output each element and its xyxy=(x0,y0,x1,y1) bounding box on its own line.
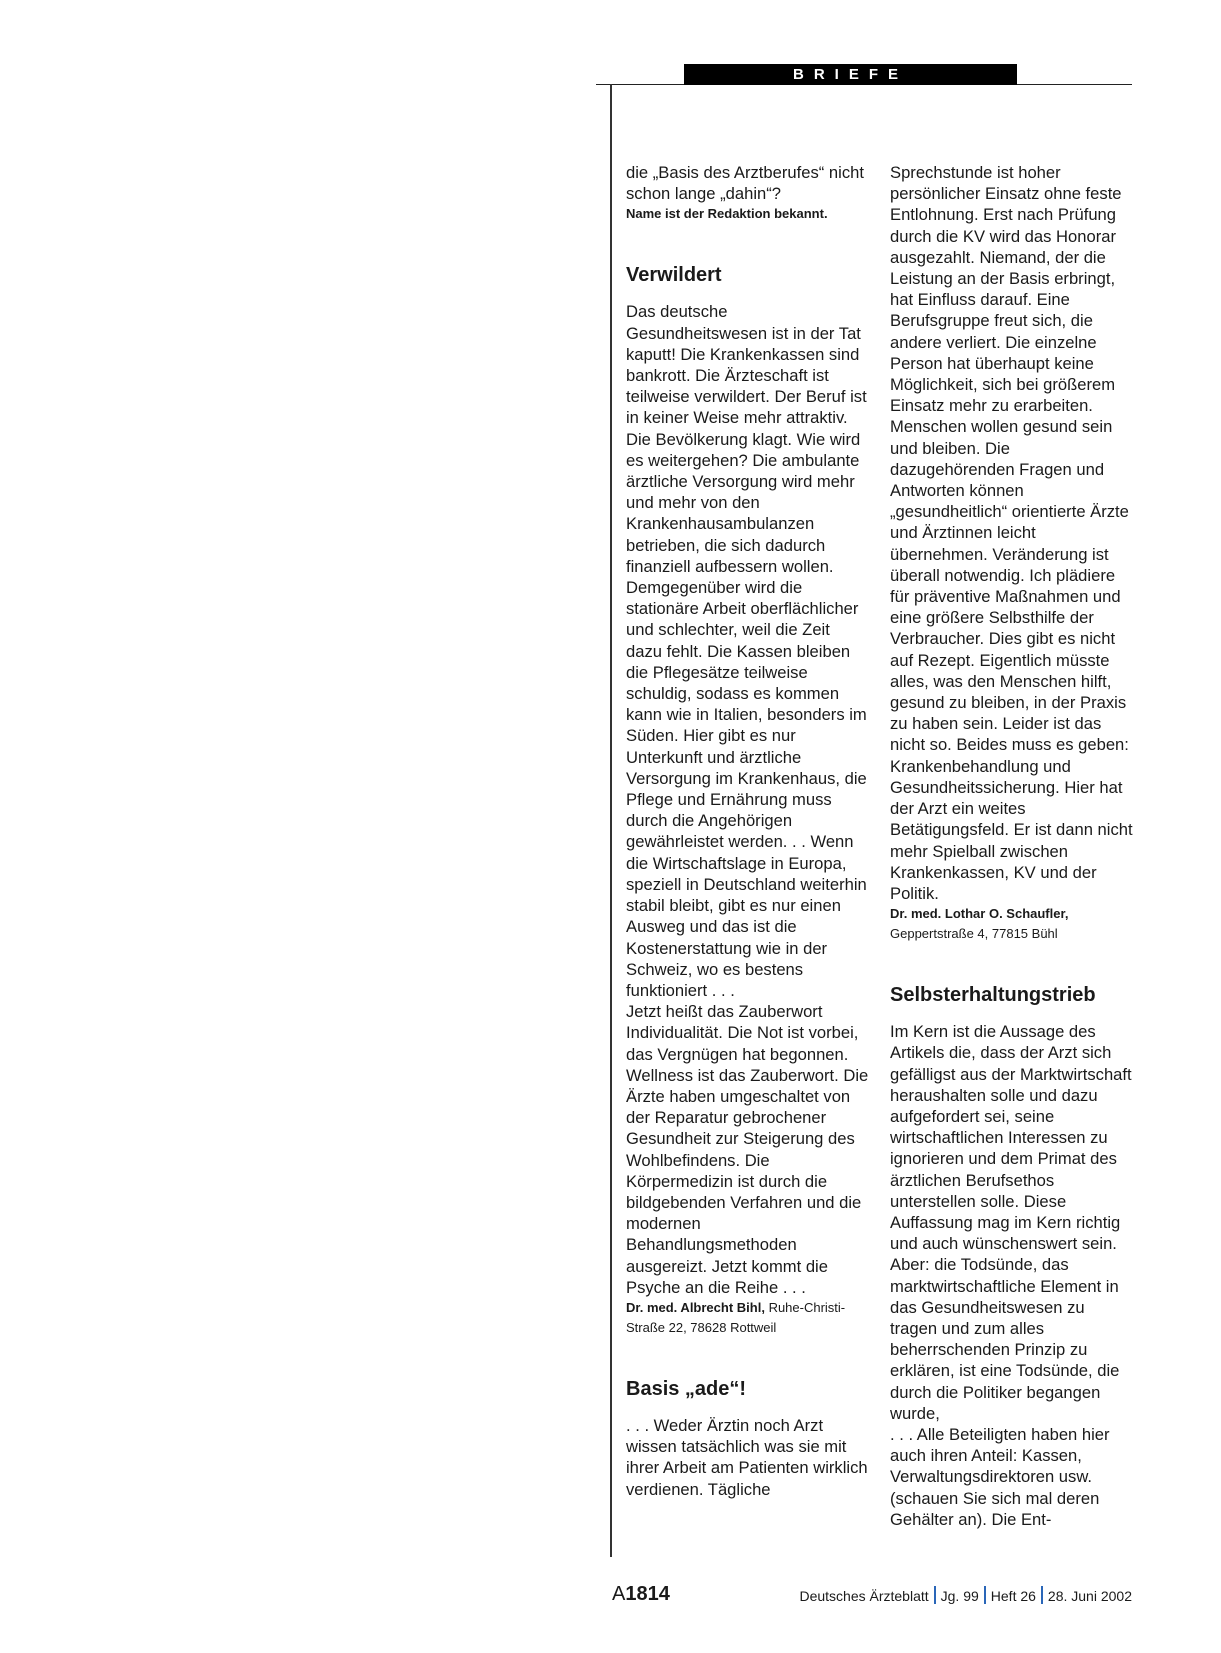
left-column xyxy=(626,162,870,1500)
journal-issue: Heft 26 xyxy=(990,1588,1036,1604)
page-footer xyxy=(612,1583,1132,1609)
selbst-paragraph-2: . . . Alle Beteiligten haben hier auch ihren Anteil: Kassen, Verwaltungsdirektoren usw. (schauen Sie sich mal deren Gehälter an). Die Ent- xyxy=(890,1424,1110,1529)
journal-name: Deutsches Ärzteblatt xyxy=(799,1588,929,1604)
journal-date: 28. Juni 2002 xyxy=(1047,1588,1132,1604)
verwildert-paragraph-2: Jetzt heißt das Zauberwort Individualität. Die Not ist vorbei, das Vergnügen hat begonnen. Wellness ist das Zauberwort. Die Ärzte haben umgeschaltet von der Reparatur gebrochener Gesundheit zur Steigerung des Wohlbefindens. Die Körpermedizin ist durch die bildgebenden Verfahren und die modernen Behandlungsmethoden ausgereizt. Jetzt kommt die Psyche an die Reihe . . . xyxy=(626,1002,869,1297)
right-column xyxy=(890,162,1134,1530)
heading-verwildert: Verwildert xyxy=(626,264,722,287)
verwildert-paragraph-1: Das deutsche Gesundheitswesen ist in der Tat kaputt! Die Krankenkassen sind bankrott. Die Ärzteschaft ist teilweise verwildert. Der Beruf ist in keiner Weise mehr attraktiv. Die Bevölkerung klagt. Wie wird es weitergehen? Die ambulante ärztliche Versorgung wird mehr und mehr von den Krankenhausambulanzen betrieben, die sich dadurch finanziell aufbessern wollen. Demgegenüber wird die stationäre Arbeit oberflächlicher und schlechter, weil die Zeit dazu fehlt. Die Kassen bleiben die Pflegesätze teilweise schuldig, sodass es kommen kann wie in Italien, besonders im Süden. Hier gibt es nur Unterkunft und ärztliche Versorgung im Krankenhaus, die Pflege und Ernährung muss durch die Angehörigen gewährleistet werden. . . Wenn die Wirtschaftslage in Europa, speziell in Deutschland weiterhin stabil bleibt, gibt es nur einen Ausweg und das ist die Kostenerstattung wie in der Schweiz, wo es bestens funktioniert . . . xyxy=(626,302,867,1000)
page-number: A1814 xyxy=(612,1583,670,1605)
selbst-paragraph-1: Im Kern ist die Aussage des Artikels die, dass der Arzt sich gefälligst aus der Marktwirtschaft heraushalten solle und dazu aufgefordert sei, seine wirtschaftlichen Interessen zu ignorieren und dem Primat des ärztlichen Berufsethos unterstellen solle. Diese Auffassung mag im Kern richtig und auch wünschenswert sein. Aber: die Todsünde, das marktwirtschaftliche Element in das Gesundheitswesen zu tragen und zum alles beherrschenden Prinzip zu erklären, ist eine Todsünde, die durch die Politiker begangen wurde, xyxy=(890,1022,1132,1423)
schaufler-signature: Dr. med. Lothar O. Schaufler, Geppertstraße 4, 77815 Bühl xyxy=(890,906,1069,942)
column-divider xyxy=(610,84,612,1557)
basis-paragraph: . . . Weder Ärztin noch Arzt wissen tatsächlich was sie mit ihrer Arbeit am Patienten wirklich verdienen. Tägliche xyxy=(626,1415,868,1499)
heading-basis-ade: Basis „ade“! xyxy=(626,1377,747,1400)
journal-info xyxy=(799,1586,1132,1604)
verwildert-signature: Dr. med. Albrecht Bihl, Ruhe-Christi-Straße 22, 78628 Rottweil xyxy=(626,1299,846,1335)
intro-signature: Name ist der Redaktion bekannt. xyxy=(626,206,828,222)
heading-selbsterhaltungstrieb: Selbsterhaltungstrieb xyxy=(890,984,1096,1007)
section-banner: BRIEFE xyxy=(684,64,1017,85)
journal-volume: Jg. 99 xyxy=(940,1588,979,1604)
continued-paragraph: Sprechstunde ist hoher persönlicher Einsatz ohne feste Entlohnung. Erst nach Prüfung durch die KV wird das Honorar ausgezahlt. Niemand, der die Leistung an der Basis erbringt, hat Einfluss darauf. Eine Berufsgruppe freut sich, die andere verliert. Die einzelne Person hat überhaupt keine Möglichkeit, sich bei größerem Einsatz mehr zu erarbeiten. Menschen wollen gesund sein und bleiben. Die dazugehörenden Fragen und Antworten können „gesundheitlich“ orientierte Ärzte und Ärztinnen leicht übernehmen. Veränderung ist überall notwendig. Ich plädiere für präventive Maßnahmen und eine größere Selbsthilfe der Verbraucher. Dies gibt es nicht auf Rezept. Eigentlich müsste alles, was den Menschen hilft, gesund zu bleiben, in der Praxis zu haben sein. Leider ist das nicht so. Beides muss es geben: Krankenbehandlung und Gesundheitssicherung. Hier hat der Arzt ein weites Betätigungsfeld. Er ist dann nicht mehr Spielball zwischen Krankenkassen, KV und der Politik. xyxy=(890,163,1133,903)
intro-paragraph: die „Basis des Arztberufes“ nicht schon lange „dahin“? xyxy=(626,163,864,204)
